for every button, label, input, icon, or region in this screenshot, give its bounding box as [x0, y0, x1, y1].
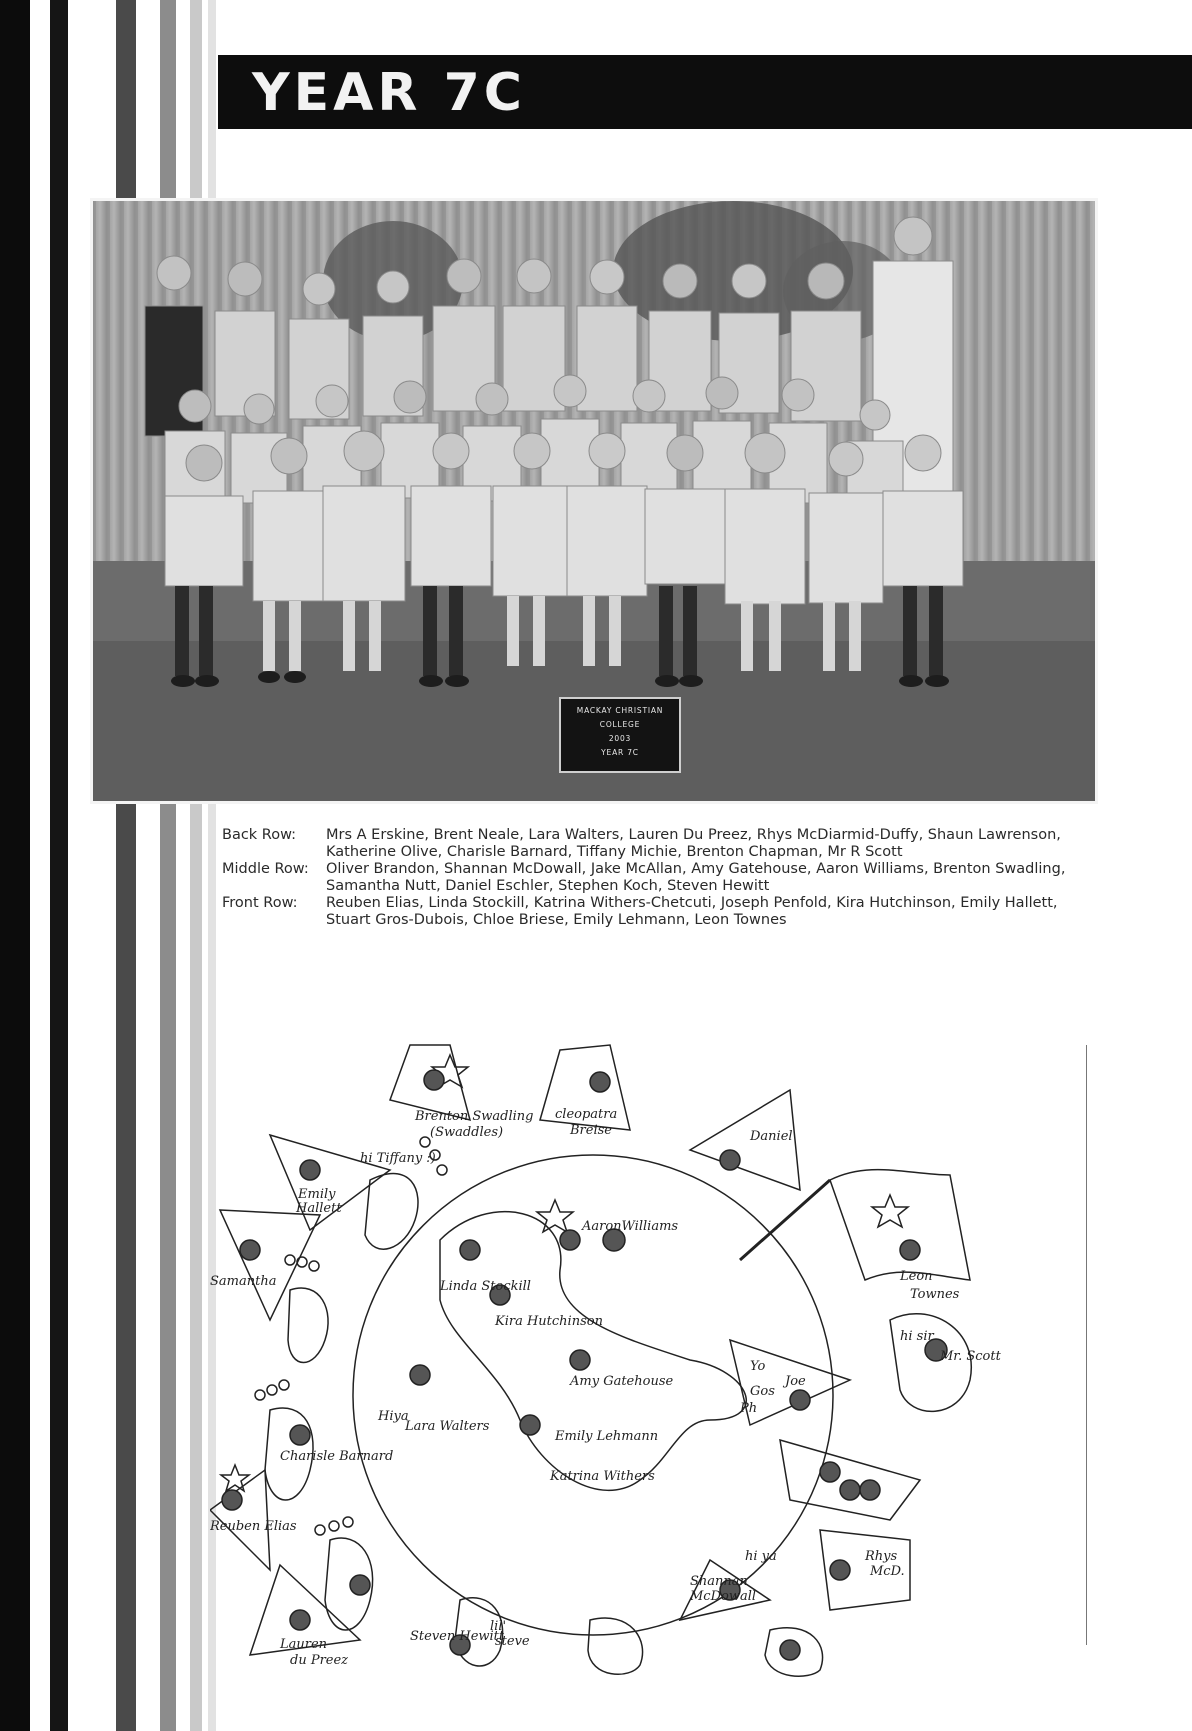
drawing-label: McD. [870, 1564, 905, 1579]
drawing-label: Lara Walters [405, 1419, 490, 1434]
drawing-label: Lauren [280, 1637, 328, 1652]
photo-captions [222, 827, 1102, 929]
drawing-label: Hallett [296, 1201, 342, 1216]
drawing-label: Gos [750, 1384, 775, 1399]
drawing-label: Rhys [865, 1549, 898, 1564]
drawing-label: Mr. Scott [940, 1349, 1001, 1364]
drawing-label: Emily [298, 1187, 336, 1202]
caption-label: Back Row: [222, 827, 297, 843]
drawing-label: Daniel [750, 1129, 793, 1144]
star-icon [872, 1195, 908, 1227]
drawing-label: Kira Hutchinson [495, 1314, 603, 1329]
drawing-label: hi ya [745, 1549, 777, 1564]
drawing-label: Linda Stockill [440, 1279, 531, 1294]
drawing-label: Steven Hewitt [410, 1629, 505, 1644]
drawing-label: Emily Lehmann [555, 1429, 659, 1444]
drawing-label: Brenton Swadling [415, 1109, 534, 1124]
class-photo [90, 198, 1098, 804]
drawing-label: Ph [740, 1401, 758, 1416]
plaque-line: MACKAY CHRISTIAN [576, 706, 664, 715]
star-icon [537, 1200, 573, 1232]
drawing-label: cleopatra [555, 1107, 618, 1122]
caption-label: Front Row: [222, 895, 298, 911]
caption-names: Mrs A Erskine, Brent Neale, Lara Walters, Lauren Du Preez, Rhys McDiarmid-Duffy, Shaun Lawrenson, Katherine Olive, Charisle Barnard, Tiffany Michie, Brenton Chapman, Mr R Scott [326, 827, 1061, 860]
drawing-label: (Swaddles) [430, 1125, 504, 1140]
drawing-label: lil' [490, 1619, 507, 1634]
plaque-line: YEAR 7C [601, 748, 639, 757]
drawing-label: du Preez [290, 1653, 349, 1668]
drawing-label: Townes [910, 1287, 960, 1302]
drawing-label: Katrina Withers [550, 1469, 655, 1484]
drawing-label: Charisle Barnard [280, 1449, 394, 1464]
drawing-label: steve [495, 1634, 530, 1649]
drawing-label: McDowall [690, 1589, 757, 1604]
plaque-line: COLLEGE [599, 720, 641, 729]
title-banner [218, 55, 1192, 129]
drawing-label: Amy Gatehouse [570, 1374, 674, 1389]
decorative-stripe [0, 0, 30, 1731]
caption-names: Oliver Brandon, Shannan McDowall, Jake McAllan, Amy Gatehouse, Aaron Williams, Brenton Swadling, Samantha Nutt, Daniel Eschler, Stephen Koch, Steven Hewitt [326, 861, 1066, 894]
drawing-label: Reuben Elias [210, 1519, 297, 1534]
drawing-label: hi sir [900, 1329, 934, 1344]
caption-row-front [222, 895, 1102, 929]
class-drawing-art [210, 1040, 1094, 1680]
page-title: YEAR 7C [252, 63, 526, 123]
drawing-label: Samantha [210, 1274, 277, 1289]
drawing-label: Joe [785, 1374, 806, 1389]
caption-names: Reuben Elias, Linda Stockill, Katrina Withers-Chetcuti, Joseph Penfold, Kira Hutchinson, Emily Hallett, Stuart Gros-Dubois, Chloe Briese, Emily Lehmann, Leon Townes [326, 895, 1058, 928]
drawing-label: hi Tiffany :) [360, 1151, 436, 1166]
drawing-label: Hiya [378, 1409, 409, 1424]
island-shape [440, 1212, 746, 1491]
drawing-label: Shannan [690, 1574, 748, 1589]
caption-label: Middle Row: [222, 861, 309, 877]
drawing-label: Leon [900, 1269, 933, 1284]
divider [1086, 1045, 1087, 1645]
plaque-line: 2003 [608, 734, 632, 743]
class-drawing [210, 1040, 1094, 1680]
drawing-label: Breise [570, 1123, 612, 1138]
star-icon [221, 1465, 249, 1491]
drawing-label: AaronWilliams [582, 1219, 679, 1234]
caption-row-middle [222, 861, 1102, 895]
drawing-label: Yo [750, 1359, 766, 1374]
class-plaque [559, 697, 681, 773]
decorative-stripe [50, 0, 68, 1731]
caption-row-back [222, 827, 1102, 861]
